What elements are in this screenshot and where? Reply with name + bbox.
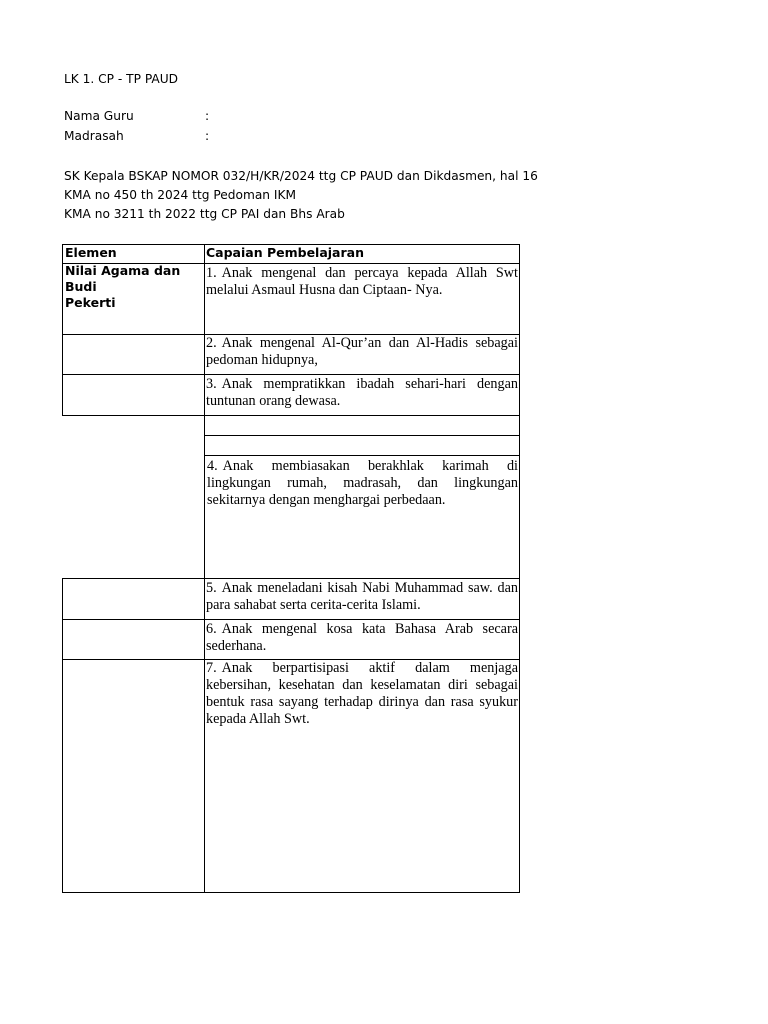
field-separator: : <box>205 109 210 123</box>
cp-item <box>204 455 520 579</box>
cp-item <box>204 619 520 660</box>
field-label: Madrasah <box>64 129 124 143</box>
empty-cell <box>62 374 205 416</box>
cp-item <box>204 578 520 620</box>
empty-cell <box>204 415 520 436</box>
element-name-line: Budi <box>65 279 97 294</box>
empty-cell <box>62 659 205 893</box>
empty-cell <box>204 435 520 456</box>
document-title: LK 1. CP - TP PAUD <box>64 72 179 86</box>
element-name-line: Nilai Agama dan <box>65 263 181 278</box>
cp-item-number: 4. <box>207 458 218 474</box>
element-name-cell <box>62 263 205 335</box>
field-label: Nama Guru <box>64 109 134 123</box>
element-name-line: Pekerti <box>65 295 116 310</box>
empty-cell <box>62 334 205 375</box>
cp-item-number: 1. <box>206 265 217 281</box>
cp-item-text: Anak meneladani kisah Nabi Muhammad saw. dan para sahabat serta cerita-cerita Islami. <box>206 580 518 613</box>
cp-item-text: Anak berpartisipasi aktif dalam menjaga kebersihan, kesehatan dan keselamatan diri sebagai bentuk rasa sayang terhadap dirinya dan rasa syukur kepada Allah Swt. <box>206 660 518 727</box>
cp-item-number: 2. <box>206 335 217 351</box>
cp-item-text: Anak mengenal Al-Qur’an dan Al-Hadis sebagai pedoman hidupnya, <box>206 335 518 368</box>
cp-item-text: Anak membiasakan berakhlak karimah di lingkungan rumah, madrasah, dan lingkungan sekitarnya dengan menghargai perbedaan. <box>207 458 518 508</box>
cp-item <box>204 334 520 375</box>
header-capaian: Capaian Pembelajaran <box>204 244 520 264</box>
empty-cell <box>62 578 205 620</box>
cp-item-text: Anak mempratikkan ibadah sehari-hari dengan tuntunan orang dewasa. <box>206 376 518 409</box>
cp-item <box>204 659 520 893</box>
cp-item-text: Anak mengenal kosa kata Bahasa Arab secara sederhana. <box>206 621 518 654</box>
cp-item-number: 6. <box>206 621 217 637</box>
cp-item <box>204 374 520 416</box>
reference-line: KMA no 3211 th 2022 ttg CP PAI dan Bhs Arab <box>64 207 345 221</box>
cp-item <box>204 263 520 335</box>
cp-item-number: 5. <box>206 580 217 596</box>
reference-line: KMA no 450 th 2024 ttg Pedoman IKM <box>64 188 296 202</box>
cp-item-number: 3. <box>206 376 217 392</box>
reference-line: SK Kepala BSKAP NOMOR 032/H/KR/2024 ttg CP PAUD dan Dikdasmen, hal 16 <box>64 169 538 183</box>
cp-item-text: Anak mengenal dan percaya kepada Allah Swt melalui Asmaul Husna dan Ciptaan- Nya. <box>206 265 518 298</box>
cp-item-number: 7. <box>206 660 217 676</box>
header-elemen: Elemen <box>62 244 205 264</box>
empty-cell <box>62 619 205 660</box>
field-separator: : <box>205 129 210 143</box>
